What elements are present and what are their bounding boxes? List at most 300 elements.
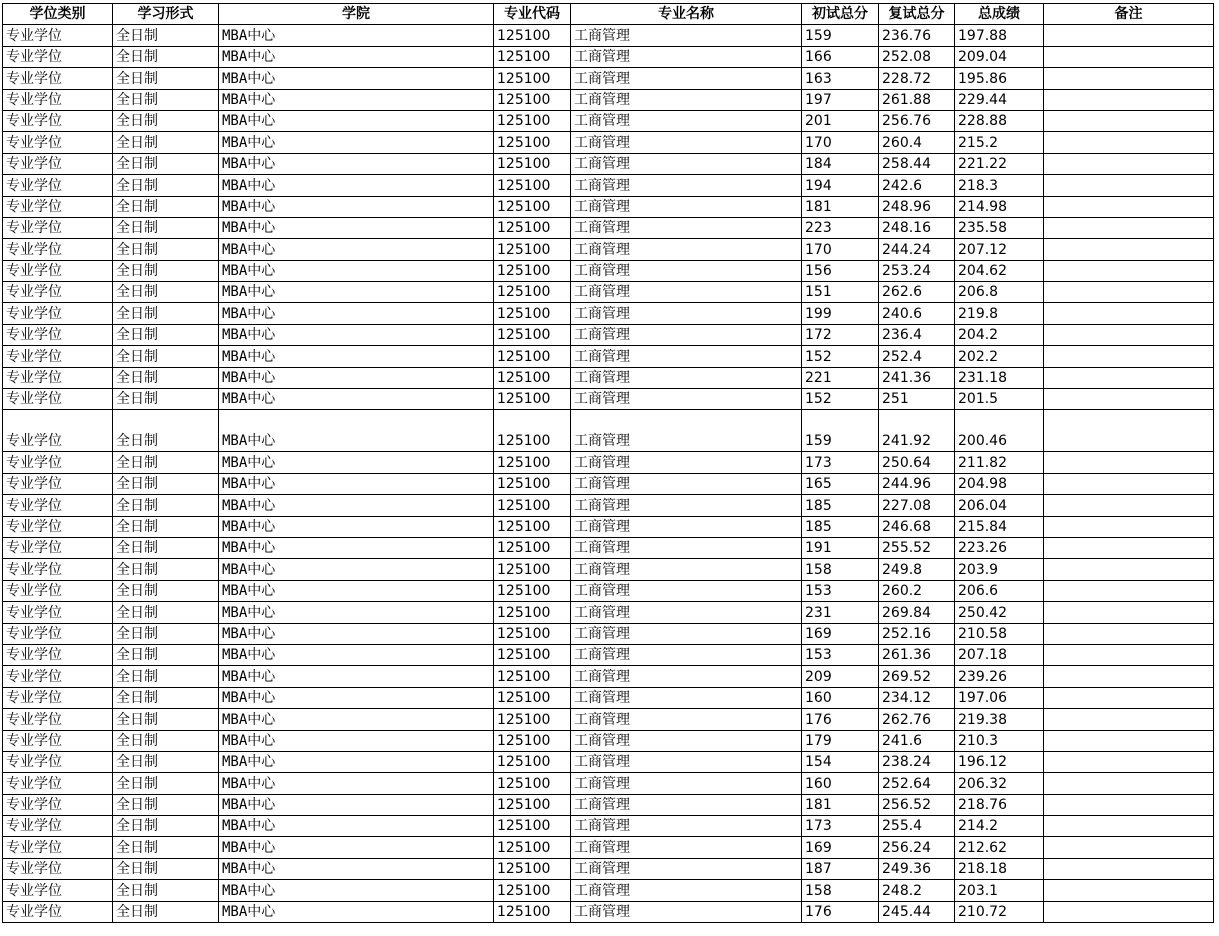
college-cell[interactable]: MBA中心 <box>219 89 494 110</box>
retest-score-cell[interactable]: 240.6 <box>879 303 955 324</box>
total-score-cell[interactable]: 206.32 <box>955 773 1044 794</box>
initial-score-cell[interactable]: 160 <box>802 687 879 708</box>
major-name-cell[interactable]: 工商管理 <box>571 68 802 89</box>
total-score-cell[interactable]: 228.88 <box>955 110 1044 131</box>
remarks-cell[interactable] <box>1044 346 1214 367</box>
initial-score-cell[interactable]: 163 <box>802 68 879 89</box>
initial-score-cell[interactable]: 194 <box>802 175 879 196</box>
college-cell[interactable]: MBA中心 <box>219 730 494 751</box>
remarks-cell[interactable] <box>1044 175 1214 196</box>
degree-type-cell[interactable]: 专业学位 <box>3 773 113 794</box>
retest-score-cell[interactable]: 227.08 <box>879 495 955 516</box>
major-name-cell[interactable]: 工商管理 <box>571 452 802 473</box>
college-cell[interactable]: MBA中心 <box>219 559 494 580</box>
initial-score-cell[interactable]: 151 <box>802 282 879 303</box>
study-mode-cell[interactable]: 全日制 <box>113 196 219 217</box>
retest-score-cell[interactable]: 236.4 <box>879 324 955 345</box>
major-name-cell[interactable]: 工商管理 <box>571 751 802 772</box>
initial-score-cell[interactable]: 160 <box>802 773 879 794</box>
college-cell[interactable]: MBA中心 <box>219 196 494 217</box>
total-score-cell[interactable]: 203.9 <box>955 559 1044 580</box>
college-cell[interactable]: MBA中心 <box>219 816 494 837</box>
retest-score-cell[interactable]: 245.44 <box>879 901 955 922</box>
total-score-cell[interactable]: 204.98 <box>955 473 1044 494</box>
college-cell[interactable]: MBA中心 <box>219 346 494 367</box>
major-code-cell[interactable]: 125100 <box>494 346 571 367</box>
major-name-cell[interactable]: 工商管理 <box>571 687 802 708</box>
remarks-cell[interactable] <box>1044 389 1214 410</box>
major-code-cell[interactable]: 125100 <box>494 794 571 815</box>
study-mode-cell[interactable]: 全日制 <box>113 858 219 879</box>
initial-score-cell[interactable]: 154 <box>802 751 879 772</box>
study-mode-cell[interactable]: 全日制 <box>113 602 219 623</box>
major-name-cell[interactable]: 工商管理 <box>571 217 802 238</box>
college-cell[interactable]: MBA中心 <box>219 537 494 558</box>
initial-score-cell[interactable]: 181 <box>802 794 879 815</box>
retest-score-cell[interactable]: 269.52 <box>879 666 955 687</box>
major-name-cell[interactable]: 工商管理 <box>571 367 802 388</box>
retest-score-cell[interactable]: 253.24 <box>879 260 955 281</box>
study-mode-cell[interactable]: 全日制 <box>113 389 219 410</box>
study-mode-cell[interactable]: 全日制 <box>113 537 219 558</box>
initial-score-cell[interactable]: 181 <box>802 196 879 217</box>
major-code-cell[interactable]: 125100 <box>494 473 571 494</box>
remarks-cell[interactable] <box>1044 46 1214 67</box>
college-cell[interactable]: MBA中心 <box>219 602 494 623</box>
major-code-cell[interactable]: 125100 <box>494 196 571 217</box>
degree-type-cell[interactable]: 专业学位 <box>3 666 113 687</box>
remarks-cell[interactable] <box>1044 559 1214 580</box>
total-score-cell[interactable]: 215.2 <box>955 132 1044 153</box>
initial-score-cell[interactable]: 153 <box>802 580 879 601</box>
college-cell[interactable]: MBA中心 <box>219 473 494 494</box>
study-mode-cell[interactable]: 全日制 <box>113 239 219 260</box>
total-score-cell[interactable]: 210.72 <box>955 901 1044 922</box>
retest-score-cell[interactable]: 252.4 <box>879 346 955 367</box>
retest-score-cell[interactable]: 248.2 <box>879 880 955 901</box>
degree-type-cell[interactable]: 专业学位 <box>3 46 113 67</box>
total-score-cell[interactable]: 231.18 <box>955 367 1044 388</box>
study-mode-cell[interactable]: 全日制 <box>113 303 219 324</box>
retest-score-cell[interactable]: 249.36 <box>879 858 955 879</box>
total-score-cell[interactable]: 219.8 <box>955 303 1044 324</box>
degree-type-cell[interactable]: 专业学位 <box>3 367 113 388</box>
initial-score-cell[interactable]: 176 <box>802 709 879 730</box>
study-mode-cell[interactable]: 全日制 <box>113 837 219 858</box>
degree-type-cell[interactable]: 专业学位 <box>3 303 113 324</box>
major-code-cell[interactable]: 125100 <box>494 153 571 174</box>
remarks-cell[interactable] <box>1044 644 1214 665</box>
remarks-cell[interactable] <box>1044 410 1214 452</box>
initial-score-cell[interactable]: 153 <box>802 644 879 665</box>
college-cell[interactable]: MBA中心 <box>219 623 494 644</box>
study-mode-cell[interactable]: 全日制 <box>113 880 219 901</box>
retest-score-cell[interactable]: 255.4 <box>879 816 955 837</box>
remarks-cell[interactable] <box>1044 239 1214 260</box>
major-code-cell[interactable]: 125100 <box>494 858 571 879</box>
header-degree-type[interactable]: 学位类别 <box>3 4 113 25</box>
initial-score-cell[interactable]: 170 <box>802 239 879 260</box>
study-mode-cell[interactable]: 全日制 <box>113 794 219 815</box>
degree-type-cell[interactable]: 专业学位 <box>3 623 113 644</box>
retest-score-cell[interactable]: 241.6 <box>879 730 955 751</box>
major-code-cell[interactable]: 125100 <box>494 666 571 687</box>
college-cell[interactable]: MBA中心 <box>219 410 494 452</box>
remarks-cell[interactable] <box>1044 901 1214 922</box>
remarks-cell[interactable] <box>1044 452 1214 473</box>
major-code-cell[interactable]: 125100 <box>494 495 571 516</box>
total-score-cell[interactable]: 207.18 <box>955 644 1044 665</box>
initial-score-cell[interactable]: 173 <box>802 816 879 837</box>
retest-score-cell[interactable]: 260.2 <box>879 580 955 601</box>
major-name-cell[interactable]: 工商管理 <box>571 46 802 67</box>
study-mode-cell[interactable]: 全日制 <box>113 25 219 46</box>
study-mode-cell[interactable]: 全日制 <box>113 666 219 687</box>
college-cell[interactable]: MBA中心 <box>219 324 494 345</box>
study-mode-cell[interactable]: 全日制 <box>113 623 219 644</box>
degree-type-cell[interactable]: 专业学位 <box>3 516 113 537</box>
major-code-cell[interactable]: 125100 <box>494 282 571 303</box>
degree-type-cell[interactable]: 专业学位 <box>3 709 113 730</box>
major-name-cell[interactable]: 工商管理 <box>571 239 802 260</box>
college-cell[interactable]: MBA中心 <box>219 217 494 238</box>
college-cell[interactable]: MBA中心 <box>219 68 494 89</box>
major-code-cell[interactable]: 125100 <box>494 773 571 794</box>
college-cell[interactable]: MBA中心 <box>219 858 494 879</box>
degree-type-cell[interactable]: 专业学位 <box>3 25 113 46</box>
retest-score-cell[interactable]: 255.52 <box>879 537 955 558</box>
retest-score-cell[interactable]: 244.24 <box>879 239 955 260</box>
major-code-cell[interactable]: 125100 <box>494 516 571 537</box>
retest-score-cell[interactable]: 252.64 <box>879 773 955 794</box>
degree-type-cell[interactable]: 专业学位 <box>3 473 113 494</box>
study-mode-cell[interactable]: 全日制 <box>113 495 219 516</box>
initial-score-cell[interactable]: 156 <box>802 260 879 281</box>
degree-type-cell[interactable]: 专业学位 <box>3 730 113 751</box>
major-code-cell[interactable]: 125100 <box>494 217 571 238</box>
degree-type-cell[interactable]: 专业学位 <box>3 751 113 772</box>
major-code-cell[interactable]: 125100 <box>494 239 571 260</box>
major-code-cell[interactable]: 125100 <box>494 452 571 473</box>
remarks-cell[interactable] <box>1044 537 1214 558</box>
total-score-cell[interactable]: 200.46 <box>955 410 1044 452</box>
total-score-cell[interactable]: 204.62 <box>955 260 1044 281</box>
major-name-cell[interactable]: 工商管理 <box>571 666 802 687</box>
total-score-cell[interactable]: 219.38 <box>955 709 1044 730</box>
total-score-cell[interactable]: 207.12 <box>955 239 1044 260</box>
degree-type-cell[interactable]: 专业学位 <box>3 602 113 623</box>
major-code-cell[interactable]: 125100 <box>494 816 571 837</box>
initial-score-cell[interactable]: 159 <box>802 25 879 46</box>
major-code-cell[interactable]: 125100 <box>494 410 571 452</box>
major-name-cell[interactable]: 工商管理 <box>571 324 802 345</box>
initial-score-cell[interactable]: 176 <box>802 901 879 922</box>
remarks-cell[interactable] <box>1044 516 1214 537</box>
major-code-cell[interactable]: 125100 <box>494 132 571 153</box>
remarks-cell[interactable] <box>1044 282 1214 303</box>
remarks-cell[interactable] <box>1044 367 1214 388</box>
total-score-cell[interactable]: 206.8 <box>955 282 1044 303</box>
initial-score-cell[interactable]: 169 <box>802 837 879 858</box>
major-name-cell[interactable]: 工商管理 <box>571 623 802 644</box>
remarks-cell[interactable] <box>1044 730 1214 751</box>
total-score-cell[interactable]: 202.2 <box>955 346 1044 367</box>
degree-type-cell[interactable]: 专业学位 <box>3 389 113 410</box>
retest-score-cell[interactable]: 251 <box>879 389 955 410</box>
major-name-cell[interactable]: 工商管理 <box>571 495 802 516</box>
degree-type-cell[interactable]: 专业学位 <box>3 110 113 131</box>
study-mode-cell[interactable]: 全日制 <box>113 559 219 580</box>
major-name-cell[interactable]: 工商管理 <box>571 537 802 558</box>
college-cell[interactable]: MBA中心 <box>219 282 494 303</box>
major-name-cell[interactable]: 工商管理 <box>571 346 802 367</box>
study-mode-cell[interactable]: 全日制 <box>113 751 219 772</box>
remarks-cell[interactable] <box>1044 880 1214 901</box>
college-cell[interactable]: MBA中心 <box>219 110 494 131</box>
initial-score-cell[interactable]: 179 <box>802 730 879 751</box>
major-code-cell[interactable]: 125100 <box>494 367 571 388</box>
major-code-cell[interactable]: 125100 <box>494 303 571 324</box>
college-cell[interactable]: MBA中心 <box>219 794 494 815</box>
degree-type-cell[interactable]: 专业学位 <box>3 89 113 110</box>
major-name-cell[interactable]: 工商管理 <box>571 709 802 730</box>
college-cell[interactable]: MBA中心 <box>219 389 494 410</box>
college-cell[interactable]: MBA中心 <box>219 644 494 665</box>
remarks-cell[interactable] <box>1044 132 1214 153</box>
degree-type-cell[interactable]: 专业学位 <box>3 175 113 196</box>
retest-score-cell[interactable]: 238.24 <box>879 751 955 772</box>
college-cell[interactable]: MBA中心 <box>219 46 494 67</box>
study-mode-cell[interactable]: 全日制 <box>113 217 219 238</box>
major-code-cell[interactable]: 125100 <box>494 644 571 665</box>
remarks-cell[interactable] <box>1044 110 1214 131</box>
total-score-cell[interactable]: 204.2 <box>955 324 1044 345</box>
remarks-cell[interactable] <box>1044 580 1214 601</box>
major-name-cell[interactable]: 工商管理 <box>571 730 802 751</box>
major-name-cell[interactable]: 工商管理 <box>571 644 802 665</box>
degree-type-cell[interactable]: 专业学位 <box>3 132 113 153</box>
major-name-cell[interactable]: 工商管理 <box>571 602 802 623</box>
retest-score-cell[interactable]: 262.76 <box>879 709 955 730</box>
degree-type-cell[interactable]: 专业学位 <box>3 495 113 516</box>
total-score-cell[interactable]: 218.3 <box>955 175 1044 196</box>
study-mode-cell[interactable]: 全日制 <box>113 153 219 174</box>
major-code-cell[interactable]: 125100 <box>494 175 571 196</box>
total-score-cell[interactable]: 215.84 <box>955 516 1044 537</box>
degree-type-cell[interactable]: 专业学位 <box>3 901 113 922</box>
header-study-mode[interactable]: 学习形式 <box>113 4 219 25</box>
total-score-cell[interactable]: 223.26 <box>955 537 1044 558</box>
initial-score-cell[interactable]: 199 <box>802 303 879 324</box>
initial-score-cell[interactable]: 172 <box>802 324 879 345</box>
initial-score-cell[interactable]: 191 <box>802 537 879 558</box>
header-college[interactable]: 学院 <box>219 4 494 25</box>
retest-score-cell[interactable]: 244.96 <box>879 473 955 494</box>
total-score-cell[interactable]: 212.62 <box>955 837 1044 858</box>
initial-score-cell[interactable]: 184 <box>802 153 879 174</box>
degree-type-cell[interactable]: 专业学位 <box>3 794 113 815</box>
total-score-cell[interactable]: 206.04 <box>955 495 1044 516</box>
major-code-cell[interactable]: 125100 <box>494 25 571 46</box>
study-mode-cell[interactable]: 全日制 <box>113 89 219 110</box>
retest-score-cell[interactable]: 261.36 <box>879 644 955 665</box>
retest-score-cell[interactable]: 250.64 <box>879 452 955 473</box>
remarks-cell[interactable] <box>1044 687 1214 708</box>
initial-score-cell[interactable]: 231 <box>802 602 879 623</box>
total-score-cell[interactable]: 197.06 <box>955 687 1044 708</box>
remarks-cell[interactable] <box>1044 495 1214 516</box>
degree-type-cell[interactable]: 专业学位 <box>3 644 113 665</box>
study-mode-cell[interactable]: 全日制 <box>113 110 219 131</box>
total-score-cell[interactable]: 197.88 <box>955 25 1044 46</box>
major-code-cell[interactable]: 125100 <box>494 260 571 281</box>
remarks-cell[interactable] <box>1044 68 1214 89</box>
major-name-cell[interactable]: 工商管理 <box>571 389 802 410</box>
total-score-cell[interactable]: 196.12 <box>955 751 1044 772</box>
header-initial-score[interactable]: 初试总分 <box>802 4 879 25</box>
degree-type-cell[interactable]: 专业学位 <box>3 260 113 281</box>
college-cell[interactable]: MBA中心 <box>219 901 494 922</box>
major-code-cell[interactable]: 125100 <box>494 709 571 730</box>
major-code-cell[interactable]: 125100 <box>494 880 571 901</box>
major-name-cell[interactable]: 工商管理 <box>571 132 802 153</box>
remarks-cell[interactable] <box>1044 666 1214 687</box>
major-code-cell[interactable]: 125100 <box>494 389 571 410</box>
study-mode-cell[interactable]: 全日制 <box>113 773 219 794</box>
retest-score-cell[interactable]: 260.4 <box>879 132 955 153</box>
degree-type-cell[interactable]: 专业学位 <box>3 559 113 580</box>
initial-score-cell[interactable]: 166 <box>802 46 879 67</box>
header-remarks[interactable]: 备注 <box>1044 4 1214 25</box>
header-major-name[interactable]: 专业名称 <box>571 4 802 25</box>
major-code-cell[interactable]: 125100 <box>494 901 571 922</box>
degree-type-cell[interactable]: 专业学位 <box>3 537 113 558</box>
major-name-cell[interactable]: 工商管理 <box>571 473 802 494</box>
degree-type-cell[interactable]: 专业学位 <box>3 816 113 837</box>
major-name-cell[interactable]: 工商管理 <box>571 880 802 901</box>
retest-score-cell[interactable]: 234.12 <box>879 687 955 708</box>
initial-score-cell[interactable]: 187 <box>802 858 879 879</box>
initial-score-cell[interactable]: 201 <box>802 110 879 131</box>
major-code-cell[interactable]: 125100 <box>494 580 571 601</box>
retest-score-cell[interactable]: 256.76 <box>879 110 955 131</box>
college-cell[interactable]: MBA中心 <box>219 751 494 772</box>
major-name-cell[interactable]: 工商管理 <box>571 153 802 174</box>
total-score-cell[interactable]: 210.58 <box>955 623 1044 644</box>
study-mode-cell[interactable]: 全日制 <box>113 473 219 494</box>
degree-type-cell[interactable]: 专业学位 <box>3 282 113 303</box>
total-score-cell[interactable]: 218.76 <box>955 794 1044 815</box>
study-mode-cell[interactable]: 全日制 <box>113 452 219 473</box>
major-name-cell[interactable]: 工商管理 <box>571 410 802 452</box>
initial-score-cell[interactable]: 223 <box>802 217 879 238</box>
header-major-code[interactable]: 专业代码 <box>494 4 571 25</box>
study-mode-cell[interactable]: 全日制 <box>113 68 219 89</box>
college-cell[interactable]: MBA中心 <box>219 452 494 473</box>
major-code-cell[interactable]: 125100 <box>494 46 571 67</box>
initial-score-cell[interactable]: 185 <box>802 516 879 537</box>
total-score-cell[interactable]: 206.6 <box>955 580 1044 601</box>
retest-score-cell[interactable]: 242.6 <box>879 175 955 196</box>
retest-score-cell[interactable]: 228.72 <box>879 68 955 89</box>
initial-score-cell[interactable]: 165 <box>802 473 879 494</box>
degree-type-cell[interactable]: 专业学位 <box>3 452 113 473</box>
initial-score-cell[interactable]: 159 <box>802 410 879 452</box>
study-mode-cell[interactable]: 全日制 <box>113 901 219 922</box>
degree-type-cell[interactable]: 专业学位 <box>3 153 113 174</box>
remarks-cell[interactable] <box>1044 153 1214 174</box>
study-mode-cell[interactable]: 全日制 <box>113 175 219 196</box>
remarks-cell[interactable] <box>1044 303 1214 324</box>
major-name-cell[interactable]: 工商管理 <box>571 794 802 815</box>
degree-type-cell[interactable]: 专业学位 <box>3 410 113 452</box>
retest-score-cell[interactable]: 248.96 <box>879 196 955 217</box>
degree-type-cell[interactable]: 专业学位 <box>3 324 113 345</box>
degree-type-cell[interactable]: 专业学位 <box>3 858 113 879</box>
total-score-cell[interactable]: 214.98 <box>955 196 1044 217</box>
initial-score-cell[interactable]: 152 <box>802 389 879 410</box>
college-cell[interactable]: MBA中心 <box>219 175 494 196</box>
remarks-cell[interactable] <box>1044 816 1214 837</box>
major-name-cell[interactable]: 工商管理 <box>571 559 802 580</box>
remarks-cell[interactable] <box>1044 773 1214 794</box>
retest-score-cell[interactable]: 256.24 <box>879 837 955 858</box>
major-name-cell[interactable]: 工商管理 <box>571 282 802 303</box>
total-score-cell[interactable]: 239.26 <box>955 666 1044 687</box>
study-mode-cell[interactable]: 全日制 <box>113 644 219 665</box>
total-score-cell[interactable]: 209.04 <box>955 46 1044 67</box>
study-mode-cell[interactable]: 全日制 <box>113 46 219 67</box>
major-name-cell[interactable]: 工商管理 <box>571 516 802 537</box>
initial-score-cell[interactable]: 221 <box>802 367 879 388</box>
remarks-cell[interactable] <box>1044 217 1214 238</box>
retest-score-cell[interactable]: 246.68 <box>879 516 955 537</box>
college-cell[interactable]: MBA中心 <box>219 25 494 46</box>
college-cell[interactable]: MBA中心 <box>219 666 494 687</box>
total-score-cell[interactable]: 195.86 <box>955 68 1044 89</box>
retest-score-cell[interactable]: 236.76 <box>879 25 955 46</box>
retest-score-cell[interactable]: 241.92 <box>879 410 955 452</box>
college-cell[interactable]: MBA中心 <box>219 880 494 901</box>
total-score-cell[interactable]: 250.42 <box>955 602 1044 623</box>
major-name-cell[interactable]: 工商管理 <box>571 25 802 46</box>
degree-type-cell[interactable]: 专业学位 <box>3 837 113 858</box>
study-mode-cell[interactable]: 全日制 <box>113 324 219 345</box>
study-mode-cell[interactable]: 全日制 <box>113 816 219 837</box>
college-cell[interactable]: MBA中心 <box>219 837 494 858</box>
initial-score-cell[interactable]: 158 <box>802 559 879 580</box>
major-code-cell[interactable]: 125100 <box>494 110 571 131</box>
major-code-cell[interactable]: 125100 <box>494 687 571 708</box>
remarks-cell[interactable] <box>1044 794 1214 815</box>
retest-score-cell[interactable]: 252.08 <box>879 46 955 67</box>
college-cell[interactable]: MBA中心 <box>219 153 494 174</box>
degree-type-cell[interactable]: 专业学位 <box>3 880 113 901</box>
retest-score-cell[interactable]: 261.88 <box>879 89 955 110</box>
study-mode-cell[interactable]: 全日制 <box>113 687 219 708</box>
remarks-cell[interactable] <box>1044 196 1214 217</box>
initial-score-cell[interactable]: 173 <box>802 452 879 473</box>
study-mode-cell[interactable]: 全日制 <box>113 367 219 388</box>
major-name-cell[interactable]: 工商管理 <box>571 858 802 879</box>
remarks-cell[interactable] <box>1044 473 1214 494</box>
major-name-cell[interactable]: 工商管理 <box>571 110 802 131</box>
degree-type-cell[interactable]: 专业学位 <box>3 196 113 217</box>
retest-score-cell[interactable]: 256.52 <box>879 794 955 815</box>
degree-type-cell[interactable]: 专业学位 <box>3 580 113 601</box>
college-cell[interactable]: MBA中心 <box>219 773 494 794</box>
retest-score-cell[interactable]: 269.84 <box>879 602 955 623</box>
